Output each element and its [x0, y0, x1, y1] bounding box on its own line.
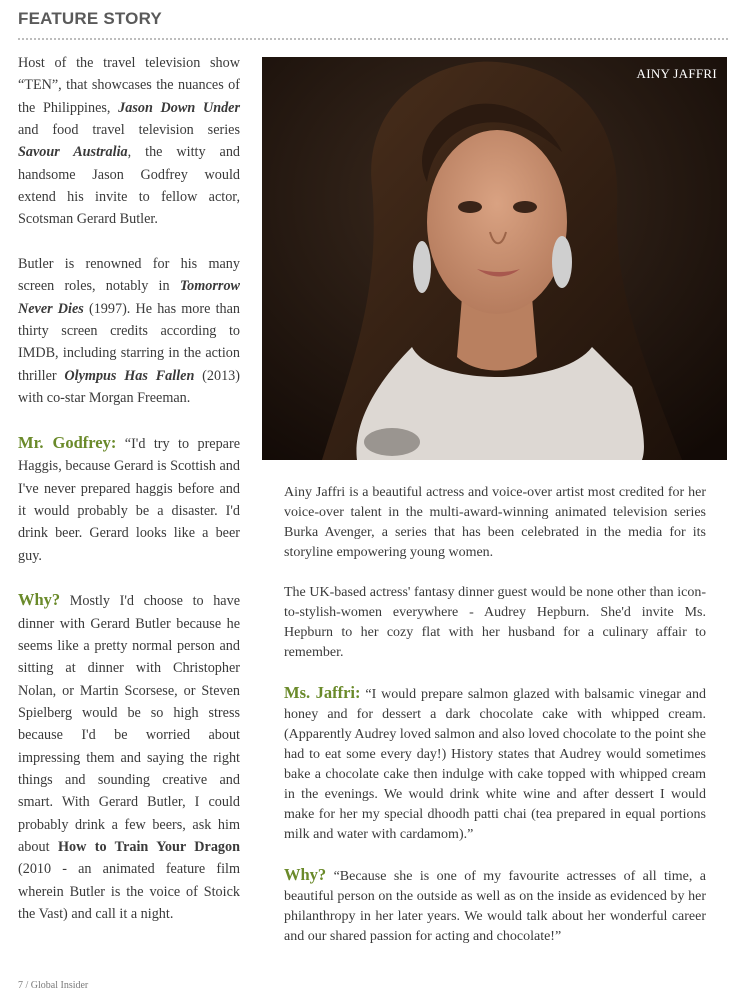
photo-caption: AINY JAFFRI [636, 66, 717, 81]
jaffri-intro: Ainy Jaffri is a beautiful actress and voice-over artist most credited for her voice-over talent in the multi-award-winning animated television series Burka Avenger, a series that has been celebrated in the media for its storyline empowering young women. [284, 485, 706, 560]
why-label: Why? [284, 865, 327, 884]
show-title: Savour Australia [18, 144, 128, 161]
page-footer: 7 / Global Insider [18, 980, 89, 991]
film-title: Tomorrow Never Dies [18, 278, 240, 317]
jaffri-why: Why? “Because she is one of my favourite actresses of all time, a beautiful person on the outside as well as on the inside as evidenced by her philanthropy in her later years. We would talk about her wonderful career and our shared passion for acting and chocolate!” [284, 865, 706, 944]
left-column [18, 52, 240, 925]
portrait-photo-icon [262, 57, 727, 460]
header-divider [18, 38, 728, 40]
film-title: Olympus Has Fallen [64, 367, 195, 384]
speaker-label: Ms. Jaffri: [284, 683, 361, 702]
section-label: FEATURE STORY [18, 9, 162, 28]
why-label: Why? [18, 590, 61, 610]
right-column [284, 483, 706, 947]
film-title: How to Train Your Dragon [57, 839, 241, 856]
jaffri-quote: Ms. Jaffri: “I would prepare salmon glazed with balsamic vinegar and honey and for dessert a dark chocolate cake with whipped cream. (Apparently Audrey loved salmon and also loved chocolate to the point she had to eat some every day!) History states that Audrey would sometimes bake a chocolate cake then indulge with cake topped with whipped cream in the evenings. We would drink white wine and after dessert I would make for her my special dhoodh patti chai (tea prepared in equal portions milk and water with cardamom).” [284, 683, 707, 842]
show-title: Jason Down Under [118, 99, 241, 116]
godfrey-quote: Mr. Godfrey: “I'd try to prepare Haggis, because Gerard is Scottish and I've never prepared haggis before and it would probably be a disaster. I'd drink beer. Gerard looks like a beer guy. [18, 432, 241, 564]
jaffri-guest: The UK-based actress' fantasy dinner guest would be none other than icon-to-stylish-women everywhere - Audrey Hepburn. She'd invite Ms. Hepburn to her cozy flat with her husband for a culinary affair to remember. [284, 585, 706, 660]
bio-paragraph: Butler is renowned for his many screen roles, notably in Tomorrow Never Dies (1997). He has more than thirty screen credits according to IMDB, including starring in the action thriller Olympus Has Fallen (2013) with co-star Morgan Freeman. [18, 256, 240, 407]
intro-paragraph: Host of the travel television show “TEN”, that showcases the nuances of the Philippines, Jason Down Under and food travel television series Savour Australia, the witty and handsome Jason Godfrey would extend his invite to fellow actor, Scotsman Gerard Butler. [18, 55, 241, 228]
portrait-photo [262, 57, 727, 460]
speaker-label: Mr. Godfrey: [18, 432, 117, 452]
godfrey-why: Why? Mostly I'd choose to have dinner with Gerard Butler because he seems like a pretty normal person and sitting at dinner with Christopher Nolan, or Martin Scorsese, or Steven Spielberg would be so high stress because I'd be worried about impressing them and saying the right things and sounding creative and smart. With Gerard Butler, I could probably drink a few beers, ask him about How to Train Your Dragon (2010 - an animated feature film wherein Butler is the voice of Stoick the Vast) and call it a night. [18, 590, 241, 923]
